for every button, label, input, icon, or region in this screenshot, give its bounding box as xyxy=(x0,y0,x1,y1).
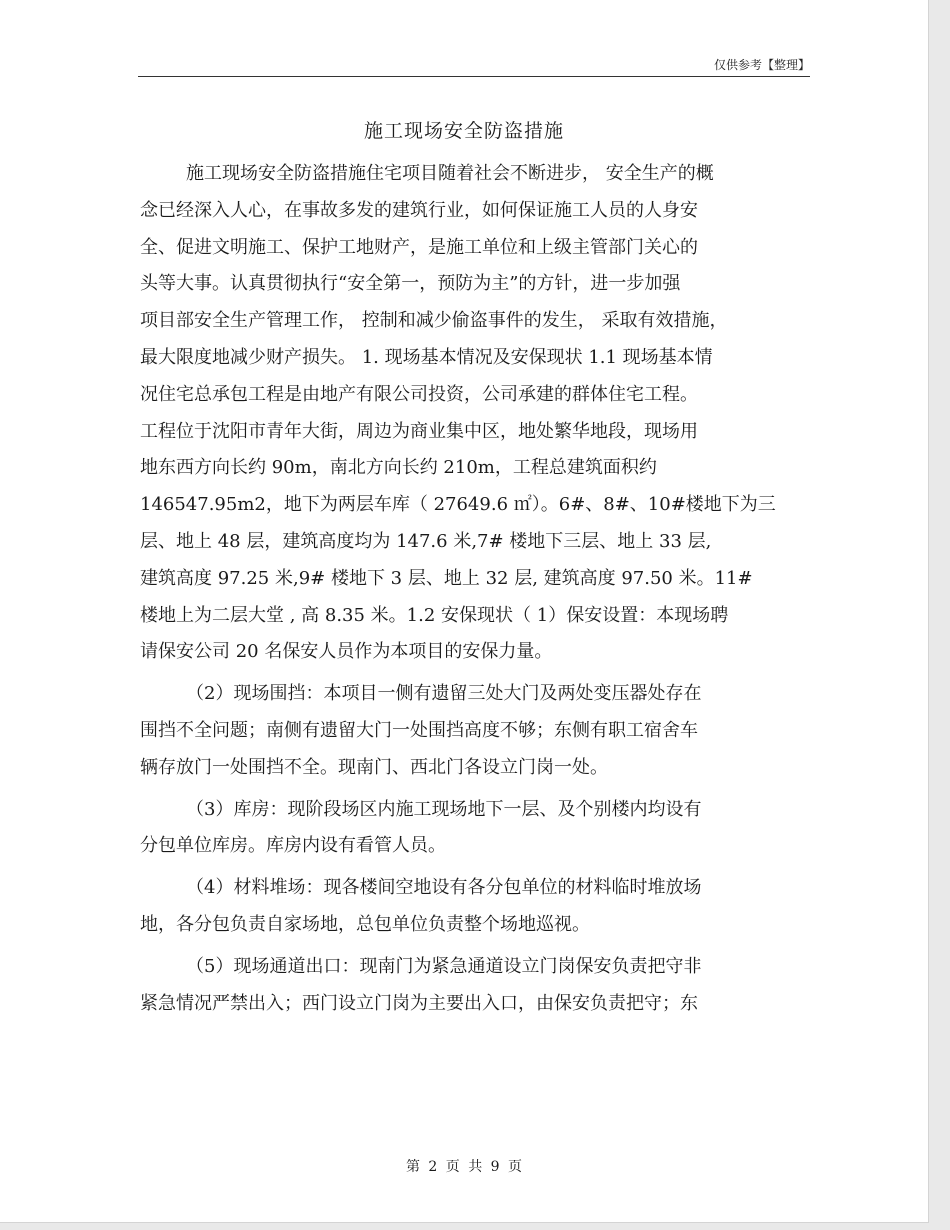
body-line: 紧急情况严禁出入；西门设立门岗为主要出入口，由保安负责把守；东 xyxy=(140,992,698,1014)
body-line: （2）现场围挡：本项目一侧有遗留三处大门及两处变压器处存在 xyxy=(186,683,702,705)
body-line: 工程位于沈阳市青年大街，周边为商业集中区，地处繁华地段，现场用 xyxy=(140,420,698,442)
body-line: 况住宅总承包工程是由地产有限公司投资，公司承建的群体住宅工程。 xyxy=(140,383,698,405)
body-line: （5）现场通道出口：现南门为紧急通道设立门岗保安负责把守非 xyxy=(186,955,702,977)
body-line: 最大限度地减少财产损失。 1. 现场基本情况及安保现状 1.1 现场基本情 xyxy=(140,346,713,368)
body-line: （3）库房：现阶段场区内施工现场地下一层、及个别楼内均设有 xyxy=(186,798,702,820)
body-line: 头等大事。认真贯彻执行“安全第一，预防为主”的方针，进一步加强 xyxy=(140,273,681,295)
header-divider xyxy=(138,76,810,77)
body-line: 全、促进文明施工、保护工地财产，是施工单位和上级主管部门关心的 xyxy=(140,236,698,258)
body-line: 请保安公司 20 名保安人员作为本项目的安保力量。 xyxy=(140,641,553,663)
body-line: 围挡不全问题；南侧有遗留大门一处围挡高度不够；东侧有职工宿舍车 xyxy=(140,719,698,741)
body-line: 地东西方向长约 90m，南北方向长约 210m，工程总建筑面积约 xyxy=(140,457,657,479)
body-line: （4）材料堆场：现各楼间空地设有各分包单位的材料临时堆放场 xyxy=(186,877,702,899)
document-title: 施工现场安全防盗措施 xyxy=(363,120,564,142)
body-line: 分包单位库房。库房内设有看管人员。 xyxy=(140,835,446,857)
body-line: 项目部安全生产管理工作， 控制和减少偷盗事件的发生， 采取有效措施， xyxy=(140,310,728,332)
header-note: 仅供参考【整理】 xyxy=(713,58,810,72)
document-body xyxy=(140,156,805,1022)
body-line: 施工现场安全防盗措施住宅项目随着社会不断进步， 安全生产的概 xyxy=(186,163,714,184)
body-line: 楼地上为二层大堂 , 高 8.35 米。1.2 安保现状（ 1）保安设置：本现场聘 xyxy=(140,604,729,626)
body-line: 辆存放门一处围挡不全。现南门、西北门各设立门岗一处。 xyxy=(140,756,608,778)
body-line: 地，各分包负责自家场地，总包单位负责整个场地巡视。 xyxy=(140,913,590,935)
body-line: 建筑高度 97.25 米,9# 楼地下 3 层、地上 32 层, 建筑高度 97.50 米。11# xyxy=(140,567,753,589)
body-line: 146547.95m2，地下为两层车库（ 27649.6 ㎡）。6#、8#、10#楼地下为三 xyxy=(140,494,776,516)
page-number: 第 2 页 共 9 页 xyxy=(405,1159,523,1175)
body-line: 层、地上 48 层，建筑高度均为 147.6 米,7# 楼地下三层、地上 33 层, xyxy=(140,530,712,552)
body-line: 念已经深入人心，在事故多发的建筑行业，如何保证施工人员的人身安 xyxy=(140,199,698,221)
